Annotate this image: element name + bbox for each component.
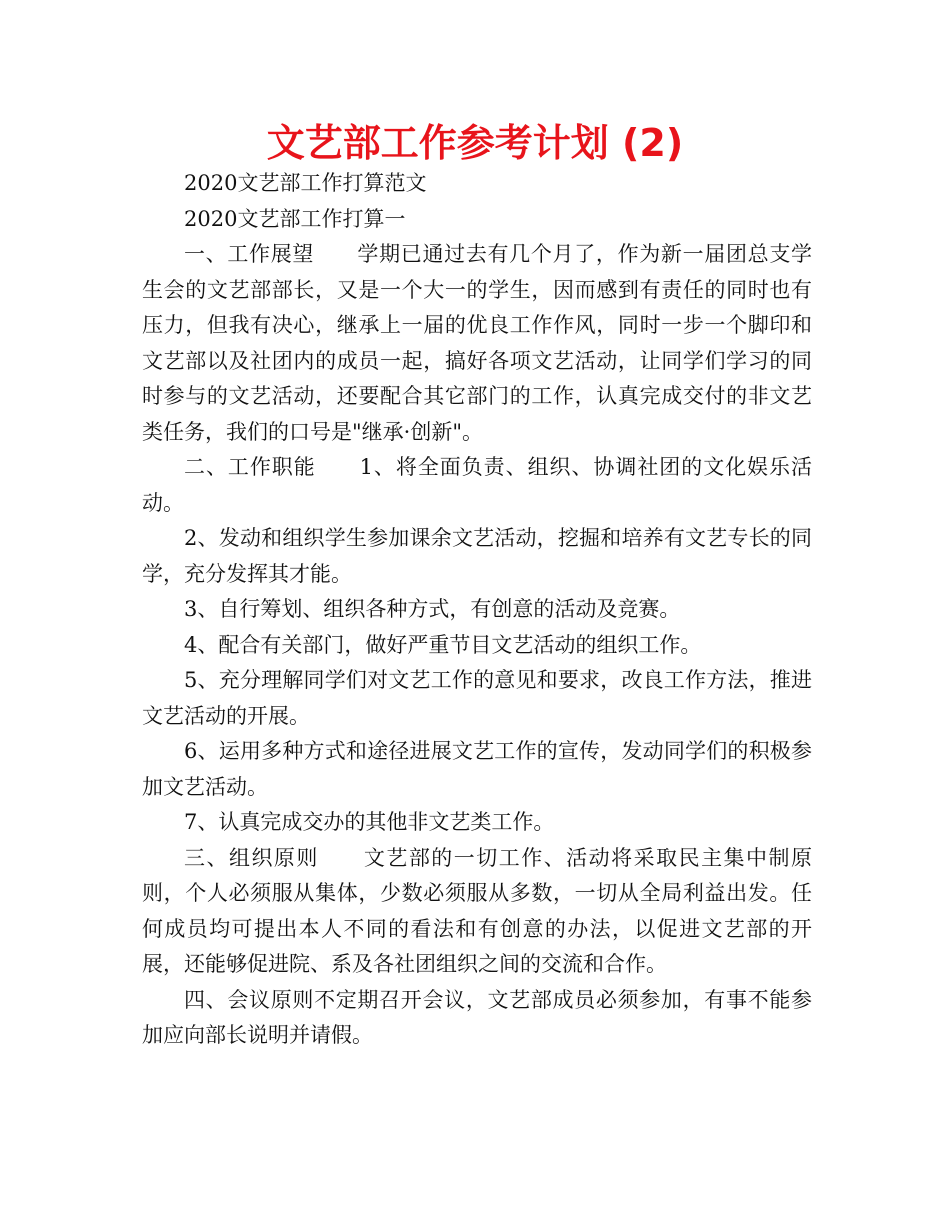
- paragraph-work-outlook: 一、工作展望 学期已通过去有几个月了，作为新一届团总支学生会的文艺部部长，又是一个大一的学生，因而感到有责任的同时也有压力，但我有决心，继承上一届的优良工作作风，同时一步一个脚印和文艺部以及社团内的成员一起，搞好各项文艺活动，让同学们学习的同时参与的文艺活动，还要配合其它部门的工作，认真完成交付的非文艺类任务，我们的口号是"继承·创新"。: [142, 242, 812, 444]
- paragraph-function-5: 5、充分理解同学们对文艺工作的意见和要求，改良工作方法，推进文艺活动的开展。: [142, 668, 812, 728]
- paragraph-organization-principles: 三、组织原则 文艺部的一切工作、活动将采取民主集中制原则，个人必须服从集体，少数必须服从多数，一切从全局利益出发。任何成员均可提出本人不同的看法和有创意的办法，以促进文艺部的开展，还能够促进院、系及各社团组织之间的交流和合作。: [142, 845, 812, 976]
- paragraph-work-functions: 二、工作职能 1、将全面负责、组织、协调社团的文化娱乐活动。: [142, 455, 812, 515]
- document-body: [142, 166, 812, 1054]
- paragraph-function-3: 3、自行筹划、组织各种方式，有创意的活动及竞赛。: [184, 597, 681, 621]
- paragraph-function-2: 2、发动和组织学生参加课余文艺活动，挖掘和培养有文艺专长的同学，充分发挥其才能。: [142, 526, 812, 586]
- paragraph-function-7: 7、认真完成交办的其他非文艺类工作。: [184, 810, 555, 834]
- document-title: 文艺部工作参考计划 (2): [266, 121, 684, 165]
- paragraph-heading-1: 2020文艺部工作打算范文: [184, 171, 427, 195]
- paragraph-function-4: 4、配合有关部门，做好严重节目文艺活动的组织工作。: [184, 632, 702, 657]
- paragraph-heading-2: 2020文艺部工作打算一: [184, 206, 406, 231]
- paragraph-function-6: 6、运用多种方式和途径进展文艺工作的宣传，发动同学们的积极参加文艺活动。: [142, 739, 812, 799]
- paragraph-meeting-principles: 四、会议原则不定期召开会议，文艺部成员必须参加，有事不能参加应向部长说明并请假。: [142, 987, 812, 1047]
